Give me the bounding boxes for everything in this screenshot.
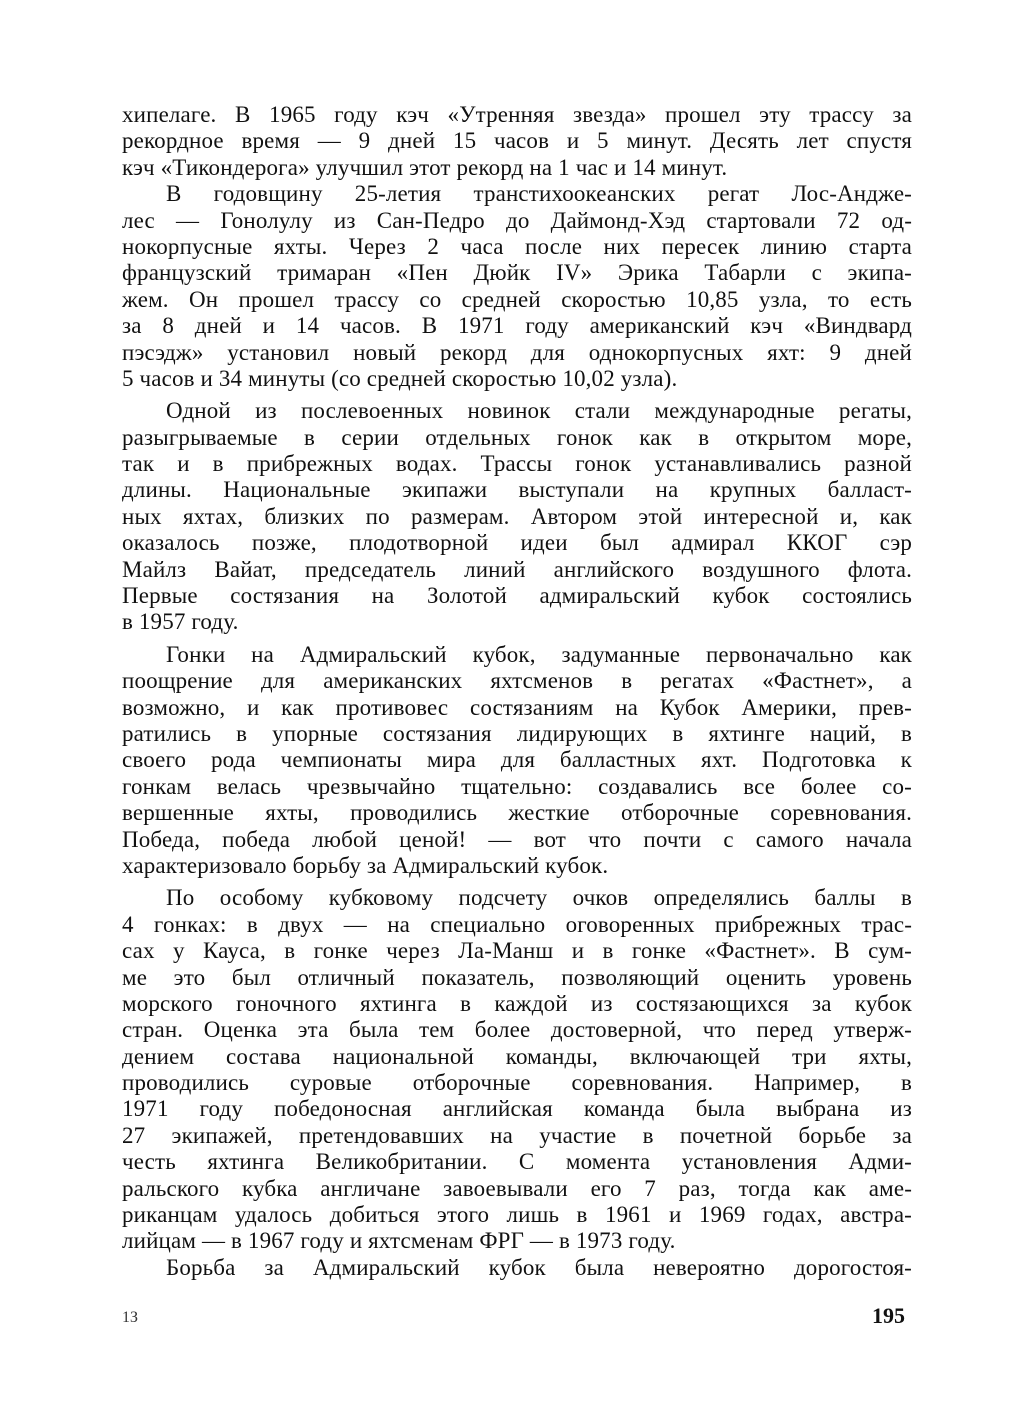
text-line: нокорпусные яхты. Через 2 часа после них пересек линию старта <box>122 233 912 259</box>
text-line: 5 часов и 34 минуты (со средней скоростью 10,02 узла). <box>122 365 678 391</box>
text-line: 1971 году победоносная английская команда была выбрана из <box>122 1096 912 1122</box>
text-line: разыгрываемые в серии отдельных гонок как в открытом море, <box>122 424 912 450</box>
text-line: Майлз Вайат, председатель линий английского воздушного флота. <box>122 556 912 582</box>
text-line: проводились суровые отборочные соревнования. Например, в <box>122 1070 912 1096</box>
text-line: за 8 дней и 14 часов. В 1971 году американский кэч «Виндвард <box>122 313 912 339</box>
text-line: В годовщину 25-летия транстихоокеанских регат Лос-Андже- <box>166 181 912 207</box>
text-line: поощрение для американских яхтсменов в регатах «Фастнет», а <box>122 668 912 694</box>
text-line: ральского кубка англичане завоевывали его 7 раз, тогда как аме- <box>122 1175 912 1201</box>
text-line: Одной из послевоенных новинок стали международные регаты, <box>166 398 912 424</box>
text-line: кэч «Тикондерога» улучшил этот рекорд на 1 час и 14 минут. <box>122 154 728 180</box>
text-line: ратились в упорные состязания лидирующих в яхтинге наций, в <box>122 720 912 746</box>
text-line: в 1957 году. <box>122 609 239 635</box>
paragraph-2 <box>122 181 912 392</box>
text-line: так и в прибрежных водах. Трассы гонок устанавливались разной <box>122 451 912 477</box>
text-line: 27 экипажей, претендовавших на участие в почетной борьбе за <box>122 1122 912 1148</box>
text-line: вершенные яхты, проводились жесткие отборочные соревнования. <box>122 800 912 826</box>
text-line: дением состава национальной команды, включающей три яхты, <box>122 1043 912 1069</box>
text-line: Победа, победа любой ценой! — вот что почти с самого начала <box>122 826 912 852</box>
text-line: французский тримаран «Пен Дюйк IV» Эрика Табарли с экипа- <box>122 260 912 286</box>
text-line: лес — Гонолулу из Сан-Педро до Даймонд-Хэд стартовали 72 од- <box>122 207 912 233</box>
paragraph-4 <box>122 642 912 880</box>
text-line: пэсэдж» установил новый рекорд для однокорпусных яхт: 9 дней <box>122 339 912 365</box>
page-number: 195 <box>872 1303 905 1328</box>
paragraph-3 <box>122 398 912 636</box>
text-line: сах у Кауса, в гонке через Ла-Манш и в гонке «Фастнет». В сум- <box>122 938 912 964</box>
text-line: лийцам — в 1967 году и яхтсменам ФРГ — в 1973 году. <box>122 1228 676 1254</box>
text-line: ме это был отличный показатель, позволяющий оценить уровень <box>122 964 912 990</box>
paragraph-1 <box>122 102 912 181</box>
text-line: своего рода чемпионаты мира для балластных яхт. Подготовка к <box>122 747 912 773</box>
text-line: ных яхтах, близких по размерам. Автором этой интересной и, как <box>122 503 912 529</box>
text-line: морского гоночного яхтинга в каждой из состязающихся за кубок <box>122 990 912 1016</box>
text-line: По особому кубковому подсчету очков определялись баллы в <box>166 885 912 911</box>
text-line: длины. Национальные экипажи выступали на крупных балласт- <box>122 477 912 503</box>
text-line: честь яхтинга Великобритании. С момента установления Адми- <box>122 1149 912 1175</box>
text-line: рекордное время — 9 дней 15 часов и 5 минут. Десять лет спустя <box>122 128 912 154</box>
paragraph-5 <box>122 885 912 1254</box>
text-line: гонкам велась чрезвычайно тщательно: создавались все более со- <box>122 773 912 799</box>
text-line: жем. Он прошел трассу со средней скоростью 10,85 узла, то есть <box>122 286 912 312</box>
text-line: Борьба за Адмиральский кубок была невероятно дорогостоя- <box>166 1254 912 1280</box>
text-line: стран. Оценка эта была тем более достоверной, что перед утверж- <box>122 1017 912 1043</box>
page-body <box>122 102 912 1281</box>
paragraph-6 <box>122 1255 912 1281</box>
signature-mark: 1З <box>122 1309 139 1326</box>
text-line: оказалось позже, плодотворной идеи был адмирал ККОГ сэр <box>122 530 912 556</box>
text-line: Гонки на Адмиральский кубок, задуманные первоначально как <box>166 641 912 667</box>
text-line: характеризовало борьбу за Адмиральский кубок. <box>122 852 609 878</box>
text-line: 4 гонках: в двух — на специально оговоренных прибрежных трас- <box>122 911 912 937</box>
text-line: возможно, и как противовес состязаниям на Кубок Америки, прев- <box>122 694 912 720</box>
text-line: риканцам удалось добиться этого лишь в 1961 и 1969 годах, австра- <box>122 1202 912 1228</box>
text-line: Первые состязания на Золотой адмиральский кубок состоялись <box>122 583 912 609</box>
text-line: хипелаге. В 1965 году кэч «Утренняя звезда» прошел эту трассу за <box>122 102 912 127</box>
